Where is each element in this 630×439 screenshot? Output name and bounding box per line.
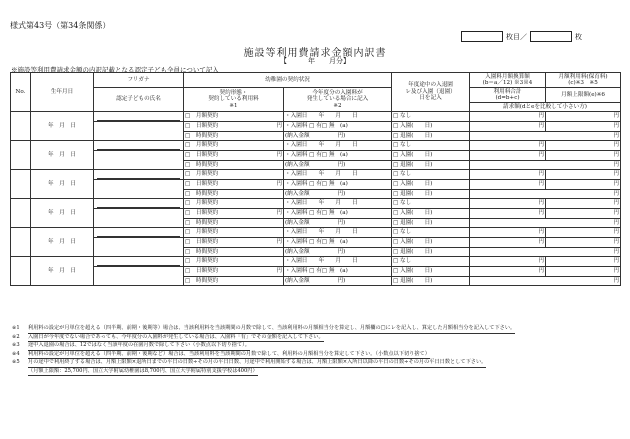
- opt-hourly-label: □ 時間契約: [185, 219, 219, 226]
- footnote-mark: ※4: [12, 350, 20, 357]
- table-row: [11, 238, 621, 248]
- footnote-text: （月額上限額：25,700円、国立大学附属幼稚園は8,700円、国立大学附属特別支援学校は400円）: [28, 368, 258, 377]
- header-entrance-fee: [284, 88, 392, 112]
- entry-date-field[interactable]: ・入園日 年 月 日: [284, 141, 392, 151]
- mid-none[interactable]: □ なし: [392, 112, 470, 122]
- child-name-field[interactable]: [94, 238, 184, 257]
- payment-field[interactable]: (納入金額 円): [284, 247, 392, 257]
- mid-none[interactable]: □ なし: [392, 257, 470, 267]
- entry-fee-field[interactable]: ・入園料 □ 有□ 無 (a): [284, 180, 392, 190]
- monthly-fee-amount[interactable]: 円: [546, 228, 621, 238]
- entry-fee-field[interactable]: ・入園料 □ 有□ 無 (a): [284, 122, 392, 132]
- header-entrance-line2: 発生している場合に記入: [306, 96, 369, 103]
- mid-leave[interactable]: □ 退園( 日): [392, 218, 470, 228]
- mid-enter[interactable]: □ 入園( 日): [392, 267, 470, 277]
- claim-amount[interactable]: 円: [470, 160, 621, 170]
- furigana-field[interactable]: [94, 112, 184, 122]
- daily-yen: 円: [276, 239, 282, 246]
- claim-breakdown-table: [10, 72, 621, 286]
- opt-monthly[interactable]: [184, 199, 284, 209]
- header-child-name: 認定子どもの氏名: [94, 88, 184, 112]
- claim-amount[interactable]: 円: [470, 218, 621, 228]
- daily-yen: 円: [276, 181, 282, 188]
- header-sum-line2: (d=b+c): [495, 95, 520, 101]
- table-row: [11, 267, 621, 277]
- footnote: [12, 342, 620, 351]
- entrance-monthly-amount[interactable]: 円: [470, 228, 546, 238]
- birth-date-field[interactable]: 年 月 日: [31, 170, 94, 199]
- table-row: [11, 209, 621, 219]
- payment-field[interactable]: (納入金額 円): [284, 189, 392, 199]
- header-mid-line1: 年度途中の入退園: [408, 82, 453, 89]
- daily-yen: 円: [276, 123, 282, 130]
- claim-amount[interactable]: 円: [470, 247, 621, 257]
- claim-amount[interactable]: 円: [470, 189, 621, 199]
- child-name-field[interactable]: [94, 151, 184, 170]
- footnote-text: 途中入退園の場合は、12ではなく当該年度の在園月数で除して下さい（小数点以下切り捨て）。: [28, 342, 250, 351]
- mid-enter[interactable]: □ 入園( 日): [392, 209, 470, 219]
- mid-none[interactable]: □ なし: [392, 228, 470, 238]
- mid-leave[interactable]: □ 退園( 日): [392, 247, 470, 257]
- furigana-field[interactable]: [94, 170, 184, 180]
- birth-date-field[interactable]: 年 月 日: [31, 141, 94, 170]
- opt-hourly[interactable]: [184, 131, 284, 141]
- opt-monthly-label: □ 月額契約: [185, 229, 219, 236]
- opt-daily-label: □ 日額契約: [185, 181, 219, 188]
- birth-date-field[interactable]: 年 月 日: [31, 228, 94, 257]
- row-number: [11, 170, 31, 199]
- entry-date-field[interactable]: ・入園日 年 月 日: [284, 112, 392, 122]
- cap-amount[interactable]: 円: [546, 238, 621, 248]
- entrance-monthly-amount[interactable]: 円: [470, 170, 546, 180]
- opt-daily-label: □ 日額契約: [185, 268, 219, 275]
- payment-field[interactable]: (納入金額 円): [284, 276, 392, 286]
- row-number: [11, 112, 31, 141]
- opt-hourly[interactable]: [184, 160, 284, 170]
- header-furigana: フリガナ: [94, 73, 184, 88]
- entrance-monthly-amount[interactable]: 円: [470, 112, 546, 122]
- opt-monthly[interactable]: [184, 112, 284, 122]
- monthly-fee-amount[interactable]: 円: [546, 257, 621, 267]
- opt-daily[interactable]: [184, 180, 284, 190]
- opt-daily[interactable]: [184, 238, 284, 248]
- payment-field[interactable]: (納入金額 円): [284, 160, 392, 170]
- furigana-field[interactable]: [94, 141, 184, 151]
- total-fee-amount[interactable]: 円: [470, 238, 546, 248]
- header-mid-line3: 日を記入: [419, 95, 442, 102]
- header-contract-note: ※1: [229, 102, 238, 109]
- opt-hourly-label: □ 時間契約: [185, 132, 219, 139]
- footnote-text: 利用料の設定が月単位を超える（四半期、前期・後期等）場合は、当該利用料を当該期間の月数で除して、当該利用料の月額相当分を算定し、月額欄の□にレを記入し、算定した月額相当分を記入して下さい。: [28, 325, 515, 334]
- opt-daily-label: □ 日額契約: [185, 210, 219, 217]
- table-row: [11, 180, 621, 190]
- payment-field[interactable]: (納入金額 円): [284, 218, 392, 228]
- furigana-line: [97, 228, 180, 237]
- child-name-field[interactable]: [94, 122, 184, 141]
- birth-date-field[interactable]: 年 月 日: [31, 199, 94, 228]
- entry-fee-field[interactable]: ・入園料 □ 有□ 無 (a): [284, 238, 392, 248]
- birth-date-field[interactable]: 年 月 日: [31, 112, 94, 141]
- header-no: No.: [11, 73, 31, 112]
- header-col-a-line1: 入園料月額換算額: [485, 73, 530, 80]
- cap-amount[interactable]: 円: [546, 209, 621, 219]
- table-row: [11, 257, 621, 267]
- cap-amount[interactable]: 円: [546, 180, 621, 190]
- opt-monthly-label: □ 月額契約: [185, 113, 219, 120]
- footnote: [12, 368, 620, 377]
- mid-leave[interactable]: □ 退園( 日): [392, 160, 470, 170]
- total-fee-amount[interactable]: 円: [470, 180, 546, 190]
- furigana-line: [97, 257, 180, 266]
- opt-hourly-label: □ 時間契約: [185, 161, 219, 168]
- mid-enter[interactable]: □ 入園( 日): [392, 180, 470, 190]
- sheet-suffix-2: 枚: [575, 32, 582, 41]
- header-col-b-line1: 月額利用料(保育料): [558, 73, 608, 80]
- entry-fee-field[interactable]: ・入園料 □ 有□ 無 (a): [284, 267, 392, 277]
- daily-yen: 円: [276, 210, 282, 217]
- header-claim-amount: 請求額(dとeを比較して小さい方): [470, 103, 621, 112]
- sheet-number-field[interactable]: [461, 31, 503, 42]
- sheet-count: [461, 31, 582, 42]
- mid-none[interactable]: □ なし: [392, 199, 470, 209]
- mid-enter[interactable]: □ 入園( 日): [392, 151, 470, 161]
- total-fee-amount[interactable]: 円: [470, 122, 546, 132]
- mid-leave[interactable]: □ 退園( 日): [392, 189, 470, 199]
- rows-body: [11, 112, 621, 286]
- opt-hourly-label: □ 時間契約: [185, 190, 219, 197]
- header-mid-year: [392, 73, 470, 112]
- header-col-a-line2: (b＝a／12) ※3※4: [482, 80, 533, 86]
- opt-hourly-label: □ 時間契約: [185, 277, 219, 284]
- row-number: [11, 199, 31, 228]
- footnote: [12, 334, 620, 343]
- furigana-line: [97, 199, 180, 208]
- header-sum: [470, 88, 546, 103]
- page-title: 施設等利用費請求金額内訳書: [243, 48, 387, 59]
- footnote-text: 月の途中で利用終了する場合は、月額上限額×退所日までの平日の日数÷その月の平日日数、月途中で利用開始する場合は、月額上限額×入所日以降の平日の日数÷その月の平日日数として下さい。: [28, 359, 486, 368]
- entry-fee-field[interactable]: ・入園料 □ 有□ 無 (a): [284, 209, 392, 219]
- furigana-line: [97, 112, 180, 121]
- top-note: ※施設等利用費請求金額の内訳記載となる認定子ども全員について記入: [11, 66, 219, 74]
- mid-none[interactable]: □ なし: [392, 170, 470, 180]
- cap-amount[interactable]: 円: [546, 267, 621, 277]
- payment-field[interactable]: (納入金額 円): [284, 131, 392, 141]
- mid-enter[interactable]: □ 入園( 日): [392, 122, 470, 132]
- table-row: [11, 228, 621, 238]
- opt-hourly[interactable]: [184, 189, 284, 199]
- header-entrance-line1: 今年度分の入園料が: [312, 89, 363, 96]
- monthly-fee-amount[interactable]: 円: [546, 199, 621, 209]
- opt-monthly-label: □ 月額契約: [185, 171, 219, 178]
- claim-amount[interactable]: 円: [470, 276, 621, 286]
- row-number: [11, 257, 31, 286]
- mid-none[interactable]: □ なし: [392, 141, 470, 151]
- footnote-text: 利用料の設定が月単位を超える（四半期、前期・後期など）場合は、当該利用料を当該期間の月数で除して、利用料の月額相当分を算定して下さい。（小数点以下切り捨て）: [28, 351, 430, 360]
- opt-hourly[interactable]: [184, 276, 284, 286]
- entrance-monthly-amount[interactable]: 円: [470, 257, 546, 267]
- entry-fee-field[interactable]: ・入園料 □ 有□ 無 (a): [284, 151, 392, 161]
- opt-hourly[interactable]: [184, 247, 284, 257]
- opt-monthly[interactable]: [184, 228, 284, 238]
- footnote: [12, 351, 620, 360]
- child-name-field[interactable]: [94, 180, 184, 199]
- opt-daily[interactable]: [184, 209, 284, 219]
- opt-daily[interactable]: [184, 122, 284, 132]
- header-col-b: [546, 73, 621, 88]
- footnotes: [12, 325, 620, 376]
- row-number: [11, 228, 31, 257]
- opt-daily-label: □ 日額契約: [185, 152, 219, 159]
- furigana-line: [97, 170, 180, 179]
- header-contract-status: 幼稚園の契約状況: [184, 73, 392, 88]
- opt-monthly[interactable]: [184, 257, 284, 267]
- header-contract-type-line1: 契約形態・: [219, 89, 248, 96]
- total-fee-amount[interactable]: 円: [470, 267, 546, 277]
- header-sum-line1: 利用料合計: [493, 88, 522, 95]
- mid-leave[interactable]: □ 退園( 日): [392, 131, 470, 141]
- header-mid-line2: レ及び入園（退園）: [405, 88, 456, 95]
- footnote: [12, 359, 620, 368]
- table-row: [11, 141, 621, 151]
- header-birth: 生年月日: [31, 73, 94, 112]
- sheet-total-field[interactable]: [530, 31, 572, 42]
- footnote-mark: ※5: [12, 359, 20, 366]
- footnote-mark: ※1: [12, 325, 20, 331]
- entry-date-field[interactable]: ・入園日 年 月 日: [284, 170, 392, 180]
- opt-daily-label: □ 日額契約: [185, 123, 219, 130]
- total-fee-amount[interactable]: 円: [470, 209, 546, 219]
- table-row: [11, 112, 621, 122]
- footnote-mark: ※3: [12, 342, 20, 349]
- page-subtitle: 【 年 月分】: [280, 57, 350, 65]
- row-number: [11, 141, 31, 170]
- footnote-text: 入園日が今年度でない場合であっても、今年度分の入園料が発生している場合は、入園料「有」でその金額を記入して下さい。: [28, 334, 324, 343]
- header-cap: 月額上限額(e)※6: [546, 88, 621, 103]
- opt-daily[interactable]: [184, 267, 284, 277]
- furigana-line: [97, 141, 180, 150]
- daily-yen: 円: [276, 152, 282, 159]
- cap-amount[interactable]: 円: [546, 151, 621, 161]
- furigana-field[interactable]: [94, 228, 184, 238]
- footnote-mark: ※2: [12, 333, 20, 340]
- table-row: [11, 170, 621, 180]
- header-col-a: [470, 73, 546, 88]
- mid-leave[interactable]: □ 退園( 日): [392, 276, 470, 286]
- table-row: [11, 122, 621, 132]
- opt-monthly[interactable]: [184, 141, 284, 151]
- total-fee-amount[interactable]: 円: [470, 151, 546, 161]
- opt-daily[interactable]: [184, 151, 284, 161]
- header-contract-type-line2: 契約している利用料: [208, 96, 259, 103]
- entry-date-field[interactable]: ・入園日 年 月 日: [284, 199, 392, 209]
- monthly-fee-amount[interactable]: 円: [546, 141, 621, 151]
- monthly-fee-amount[interactable]: 円: [546, 112, 621, 122]
- opt-monthly-label: □ 月額契約: [185, 200, 219, 207]
- sheet-suffix-1: 枚目／: [506, 32, 527, 41]
- child-name-field[interactable]: [94, 267, 184, 286]
- table-row: [11, 199, 621, 209]
- opt-monthly[interactable]: [184, 170, 284, 180]
- opt-monthly-label: □ 月額契約: [185, 142, 219, 149]
- furigana-field[interactable]: [94, 199, 184, 209]
- entry-date-field[interactable]: ・入園日 年 月 日: [284, 257, 392, 267]
- footnote-mark: [12, 368, 22, 377]
- header-entrance-note: ※2: [333, 102, 342, 109]
- child-name-field[interactable]: [94, 209, 184, 228]
- entry-date-field[interactable]: ・入園日 年 月 日: [284, 228, 392, 238]
- table-row: [11, 151, 621, 161]
- header-col-b-line2: (c)※3 ※5: [568, 80, 598, 86]
- birth-date-field[interactable]: 年 月 日: [31, 257, 94, 286]
- opt-monthly-label: □ 月額契約: [185, 258, 219, 265]
- cap-amount[interactable]: 円: [546, 122, 621, 132]
- footnote: [12, 325, 620, 334]
- claim-amount[interactable]: 円: [470, 131, 621, 141]
- mid-enter[interactable]: □ 入園( 日): [392, 238, 470, 248]
- form-number: 様式第43号（第34条関係）: [10, 21, 111, 30]
- entrance-monthly-amount[interactable]: 円: [470, 141, 546, 151]
- daily-yen: 円: [276, 268, 282, 275]
- opt-daily-label: □ 日額契約: [185, 239, 219, 246]
- opt-hourly[interactable]: [184, 218, 284, 228]
- opt-hourly-label: □ 時間契約: [185, 248, 219, 255]
- furigana-field[interactable]: [94, 257, 184, 267]
- header-contract-type: [184, 88, 284, 112]
- monthly-fee-amount[interactable]: 円: [546, 170, 621, 180]
- entrance-monthly-amount[interactable]: 円: [470, 199, 546, 209]
